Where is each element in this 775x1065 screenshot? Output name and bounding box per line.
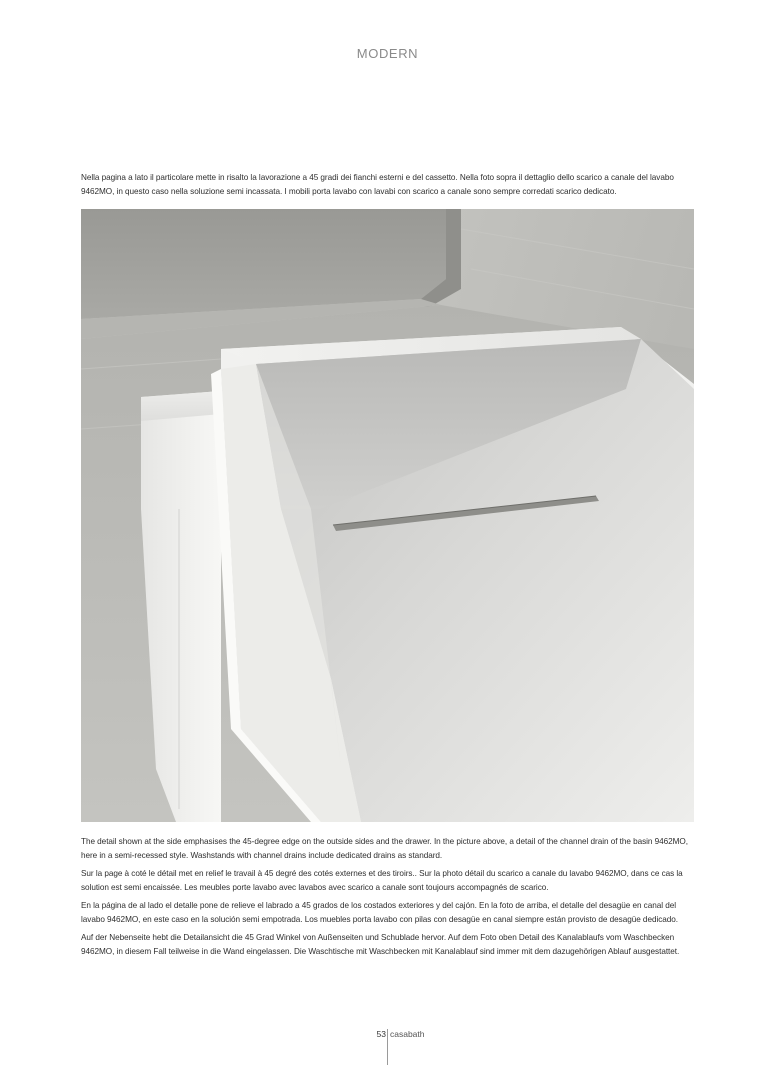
page-footer [0,1029,775,1065]
description-italian: Nella pagina a lato il particolare mette in risalto la lavorazione a 45 gradi dei fianchi esterni e del cassetto. Nella foto sopra il dettaglio dello scarico a canale del lavabo 9462MO, in questo caso nella soluzione semi incassata. I mobili porta lavabo con lavabi con scarico a canale sono sempre corredati scarico dedicato. [81,173,674,196]
description-german: Auf der Nebenseite hebt die Detailansicht die 45 Grad Winkel von Außenseiten und Schublade hervor. Auf dem Foto oben Detail des Kanalablaufs vom Waschbecken 9462MO, in diesem Fall teilweise in die Wand eingelassen. Die Waschtische mit Waschbecken mit Kanalablauf sind immer mit dem dazugehörigen Ablauf ausgestattet. [81,933,680,956]
description-spanish: En la página de al lado el detalle pone de relieve el labrado a 45 grados de los costados exteriores y del cajón. En la foto de arriba, el detalle del desagüe en canal del lavabo 9462MO, en este caso en la solución semi empotrada. Los muebles porta lavabo con pilas con desagüe en canal siempre están provisto de desagüe dedicado. [81,901,678,924]
description-french: Sur la page à coté le détail met en relief le travail à 45 degré des cotés externes et des tiroirs.. Sur la photo détail du scarico a canale du lavabo 9462MO, dans ce cas la solution est semi encaissée. Les meubles porte lavabo avec lavabos avec scarico a canale sont toujours accompagnés de scarico. [81,869,683,892]
page-number: 53 [376,1029,386,1039]
footer-divider [387,1029,388,1065]
brand-name: casabath [390,1029,425,1039]
section-title: MODERN [356,46,419,61]
product-photo-basin-9462mo [81,209,694,822]
description-english: The detail shown at the side emphasises the 45-degree edge on the outside sides and the drawer. In the picture above, a detail of the channel drain of the basin 9462MO, here in a semi-recessed style. Washstands with channel drains include dedicated drains as standard. [81,837,688,860]
